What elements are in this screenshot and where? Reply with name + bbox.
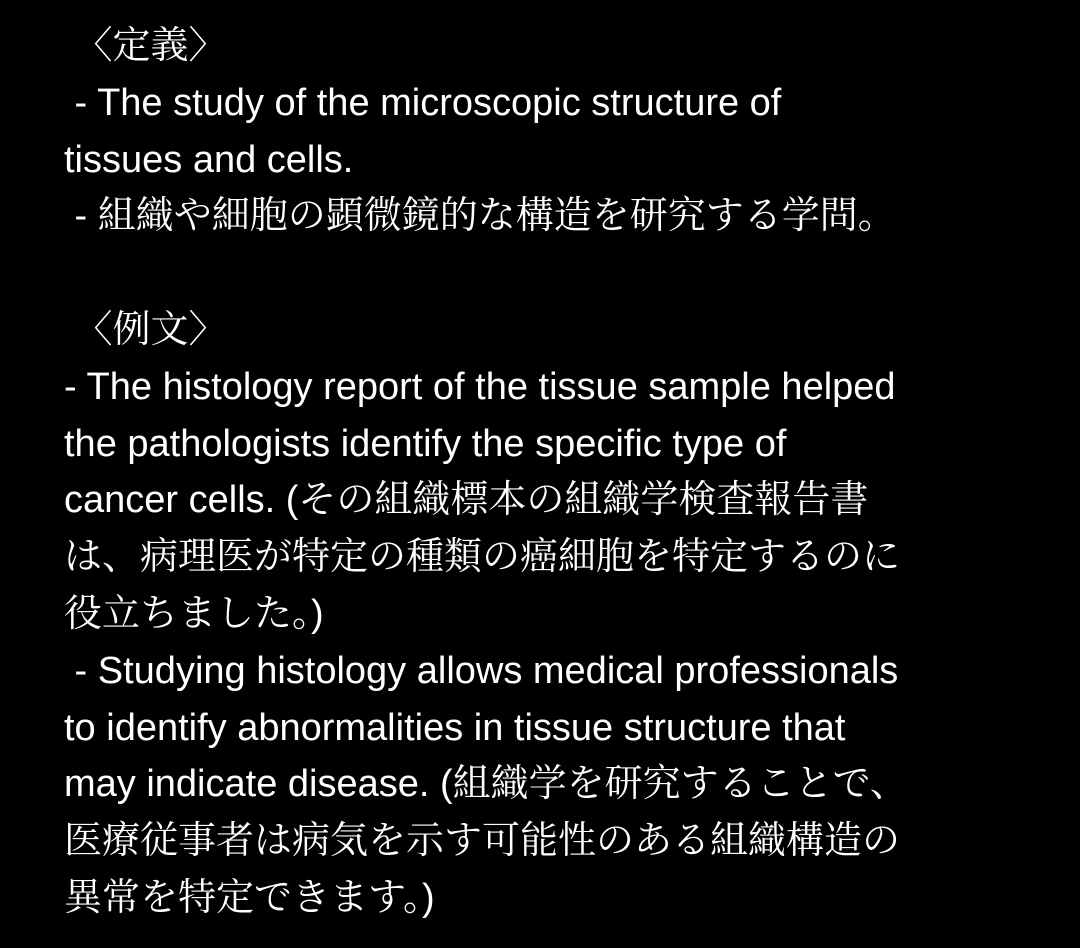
example-1-line-2: the pathologists identify the specific type of	[64, 422, 787, 465]
spacer	[64, 245, 1064, 302]
definition-english-line-1: - The study of the microscopic structure of	[64, 81, 782, 124]
example-2-line-5: 異常を特定できます。)	[64, 876, 435, 919]
example-2-line-2: to identify abnormalities in tissue structure that	[64, 706, 846, 749]
example-2-line-1: - Studying histology allows medical professionals	[64, 649, 899, 692]
example-2-line-4: 医療従事者は病気を示す可能性のある組織構造の	[64, 820, 901, 863]
definition-japanese: - 組織や細胞の顕微鏡的な構造を研究する学問。	[64, 195, 896, 238]
example-1-line-5: 役立ちました。)	[64, 592, 324, 635]
example-1-line-1: - The histology report of the tissue sample helped	[64, 365, 896, 408]
example-1-line-3: cancer cells. (その組織標本の組織学検査報告書	[64, 479, 869, 522]
examples-heading: 〈例文〉	[64, 308, 227, 351]
document-body	[64, 18, 1064, 927]
example-1-line-4: は、病理医が特定の種類の癌細胞を特定するのに	[64, 536, 901, 579]
definition-heading: 〈定義〉	[64, 25, 227, 67]
example-2-line-3: may indicate disease. (組織学を研究することで、	[64, 763, 908, 806]
definition-english-line-2: tissues and cells.	[64, 138, 354, 181]
